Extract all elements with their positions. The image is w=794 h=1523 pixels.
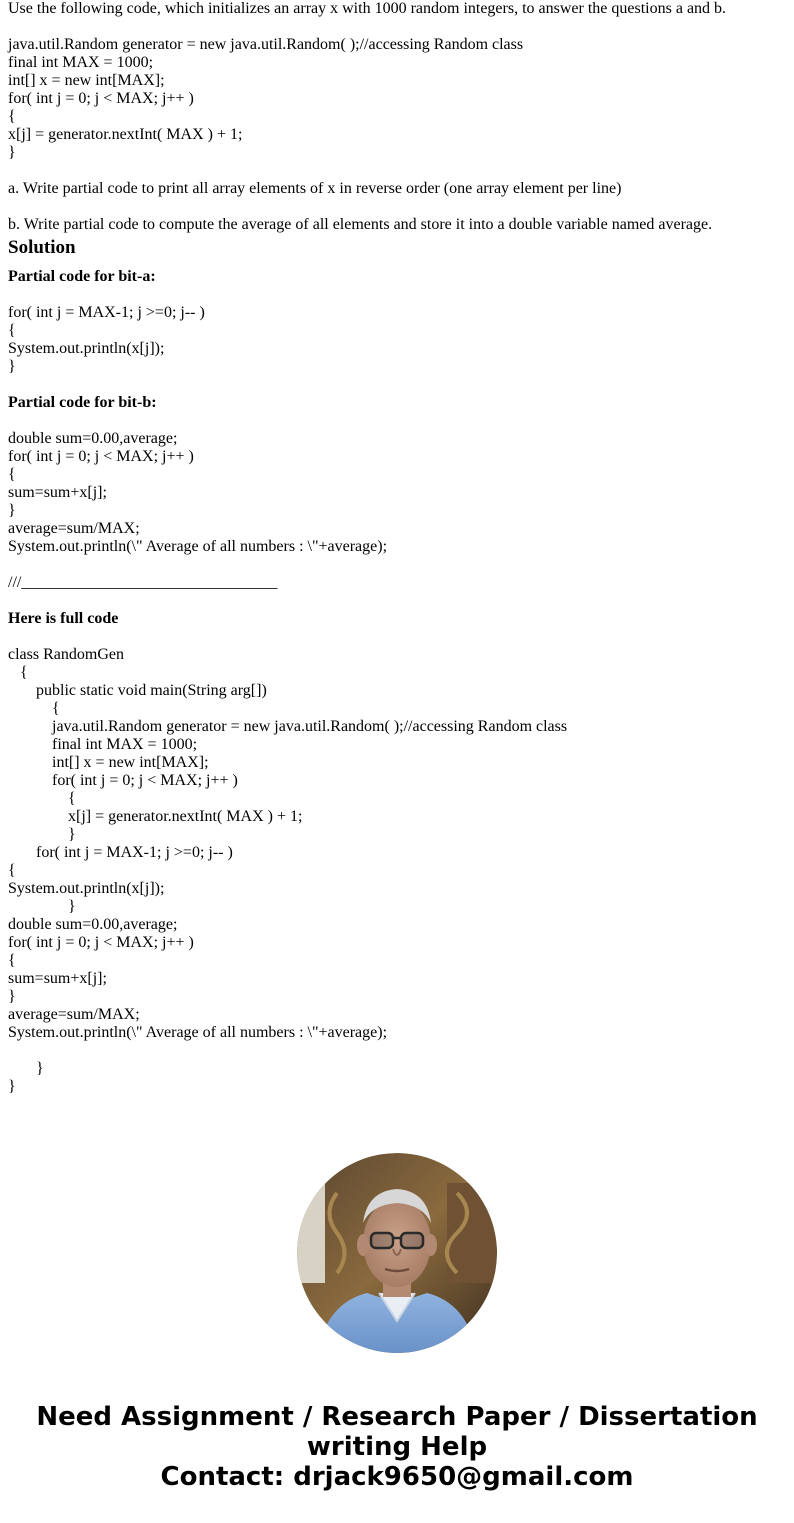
code-line: } (8, 358, 16, 375)
code-line: { (8, 790, 76, 807)
full-code-block (8, 646, 788, 1096)
intro-text: Use the following code, which initializes an array x with 1000 random integers, to answer the questions a and b. (8, 0, 727, 17)
code-line: } (8, 1078, 16, 1095)
author-portrait-image (297, 1153, 497, 1353)
code-line: average=sum/MAX; (8, 1006, 140, 1023)
bit-b-heading: Partial code for bit-b: (8, 394, 157, 411)
author-avatar (297, 1153, 497, 1353)
code-line: { (8, 466, 16, 483)
code-line: java.util.Random generator = new java.util.Random( );//accessing Random class (8, 36, 524, 53)
code-line: { (8, 862, 16, 879)
code-line: System.out.println(x[j]); (8, 880, 165, 897)
code-line: final int MAX = 1000; (8, 736, 198, 753)
code-line: for( int j = 0; j < MAX; j++ ) (8, 934, 194, 951)
code-line: { (8, 322, 16, 339)
code-line: { (8, 700, 60, 717)
contact-banner (0, 1402, 794, 1492)
document-body (8, 0, 788, 1096)
banner-line-1: Need Assignment / Research Paper / Dissertation (36, 1402, 758, 1432)
code-line: final int MAX = 1000; (8, 54, 154, 71)
code-line: } (8, 826, 76, 843)
code-line: double sum=0.00,average; (8, 916, 178, 933)
code-line: for( int j = MAX-1; j >=0; j-- ) (8, 304, 205, 321)
code-line: for( int j = 0; j < MAX; j++ ) (8, 772, 238, 789)
full-code-heading: Here is full code (8, 610, 119, 627)
solution-heading: Solution (8, 237, 76, 258)
code-line: System.out.println(\" Average of all numbers : \"+average); (8, 1024, 388, 1041)
bit-b-code-block (8, 430, 788, 556)
code-line: } (8, 898, 76, 915)
contact-email: Contact: drjack9650@gmail.com (160, 1462, 634, 1492)
code-line: sum=sum+x[j]; (8, 970, 107, 987)
question-b: b. Write partial code to compute the average of all elements and store it into a double variable named average. (8, 216, 713, 233)
question-a: a. Write partial code to print all array elements of x in reverse order (one array element per line) (8, 180, 622, 197)
code-line: System.out.println(\" Average of all numbers : \"+average); (8, 538, 388, 555)
separator-line: ///________________________________ (8, 574, 278, 591)
bit-a-code-block (8, 304, 788, 376)
code-line: System.out.println(x[j]); (8, 340, 165, 357)
code-line: { (8, 108, 16, 125)
code-line: for( int j = 0; j < MAX; j++ ) (8, 448, 194, 465)
code-line: int[] x = new int[MAX]; (8, 754, 209, 771)
code-line: double sum=0.00,average; (8, 430, 178, 447)
code-line: average=sum/MAX; (8, 520, 140, 537)
code-line: } (8, 988, 16, 1005)
code-line: x[j] = generator.nextInt( MAX ) + 1; (8, 808, 303, 825)
code-line: for( int j = 0; j < MAX; j++ ) (8, 90, 194, 107)
bit-a-heading: Partial code for bit-a: (8, 268, 156, 285)
code-line: sum=sum+x[j]; (8, 484, 107, 501)
code-line: int[] x = new int[MAX]; (8, 72, 165, 89)
code-line: x[j] = generator.nextInt( MAX ) + 1; (8, 126, 243, 143)
banner-line-2: writing Help (306, 1432, 488, 1462)
code-line: { (8, 664, 28, 681)
code-line: } (8, 1060, 44, 1077)
code-line: class RandomGen (8, 646, 124, 663)
code-line: { (8, 952, 16, 969)
code-line (8, 1042, 788, 1060)
code-line: public static void main(String arg[]) (8, 682, 267, 699)
code-line: } (8, 502, 16, 519)
code-line: for( int j = MAX-1; j >=0; j-- ) (8, 844, 233, 861)
code-line: } (8, 144, 16, 161)
given-code-block (8, 36, 788, 162)
code-line: java.util.Random generator = new java.util.Random( );//accessing Random class (8, 718, 568, 735)
